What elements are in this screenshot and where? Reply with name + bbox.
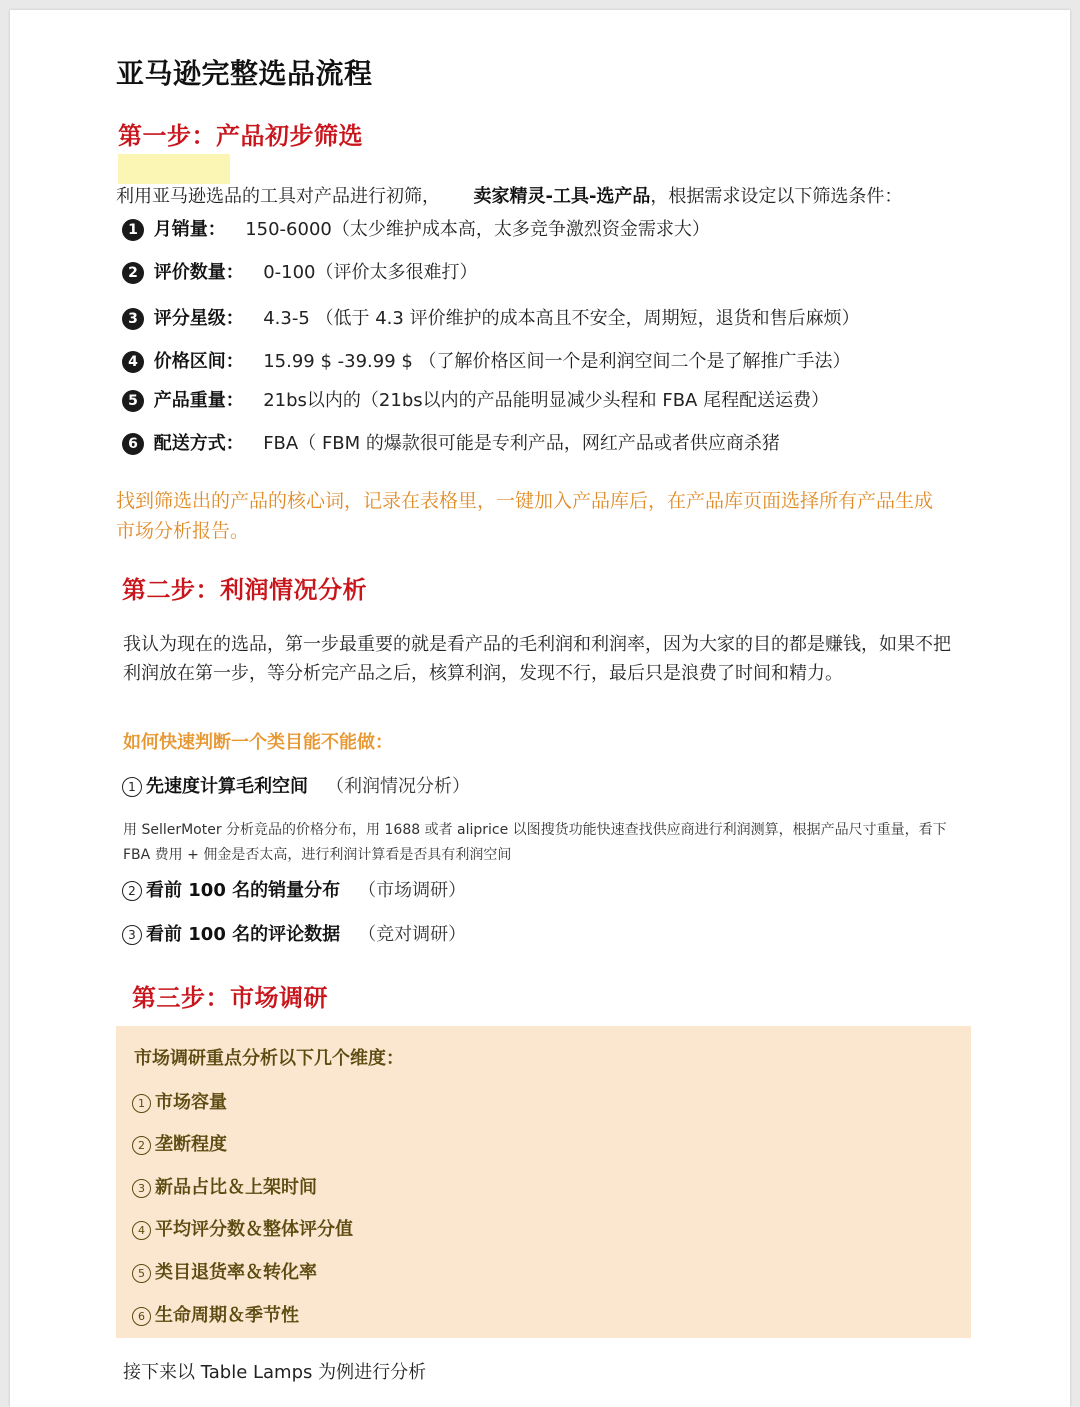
criterion-value: 4.3-5 （低于 4.3 评价维护的成本高且不安全，周期短，退货和售后麻烦） — [263, 308, 860, 329]
market-item-lifecycle — [132, 1301, 299, 1327]
criterion-price-range — [122, 347, 851, 373]
criterion-label: 月销量： — [153, 219, 226, 240]
market-item-ratings — [132, 1215, 353, 1241]
criterion-value: 15.99 $ -39.99 $ （了解价格区间一个是利润空间二个是了解推广手法） — [263, 351, 851, 372]
criterion-weight — [122, 386, 829, 412]
criterion-number: 1 — [122, 219, 144, 241]
market-item-new-products — [132, 1173, 317, 1199]
intro-prefix: 利用亚马逊选品的工具对产品进行初筛， — [116, 186, 440, 207]
closing-line: 接下来以 Table Lamps 为例进行分析 — [123, 1362, 427, 1383]
item-text: 平均评分数＆整体评分值 — [155, 1219, 353, 1240]
point-label: 先速度计算毛利空间 — [146, 776, 308, 797]
criterion-label: 价格区间： — [153, 351, 244, 372]
document-page — [10, 10, 1070, 1407]
criterion-label: 评分星级： — [153, 308, 244, 329]
criterion-number: 3 — [122, 308, 144, 330]
item-number: 2 — [132, 1136, 151, 1155]
criterion-label: 评价数量： — [153, 262, 244, 283]
step2-detail: 用 SellerMoter 分析竞品的价格分布，用 1688 或者 aliprice 以图搜货功能快速查找供应商进行利润测算，根据产品尺寸重量，看下 FBA 费用 + 佣金是否太高，进行利润计算看是否具有利润空间 — [123, 822, 947, 863]
step1-intro — [116, 182, 902, 208]
criterion-value: 150-6000（太少维护成本高，太多竞争激烈资金需求大） — [245, 219, 710, 240]
item-text: 新品占比＆上架时间 — [155, 1177, 317, 1198]
criterion-value: 21bs以内的（21bs以内的产品能明显减少头程和 FBA 尾程配送运费） — [263, 390, 830, 411]
point-note: （竞对调研） — [358, 924, 467, 945]
criterion-label: 产品重量： — [153, 390, 244, 411]
item-number: 6 — [132, 1307, 151, 1326]
criterion-number: 5 — [122, 390, 144, 412]
criterion-rating — [122, 304, 860, 330]
criterion-value: 0-100（评价太多很难打） — [263, 262, 478, 283]
criterion-review-count — [122, 258, 478, 284]
criterion-number: 4 — [122, 351, 144, 373]
market-item-capacity — [132, 1088, 227, 1114]
step1-note: 找到筛选出的产品的核心词，记录在表格里，一键加入产品库后，在产品库页面选择所有产品生成市场分析报告。 — [116, 490, 934, 542]
intro-suffix: ，根据需求设定以下筛选条件： — [650, 186, 903, 207]
point-label: 看前 100 名的销量分布 — [146, 880, 341, 901]
market-item-monopoly — [132, 1130, 227, 1156]
step2-paragraph: 我认为现在的选品，第一步最重要的就是看产品的毛利润和利润率，因为大家的目的都是赚钱，如果不把利润放在第一步，等分析完产品之后，核算利润，发现不行，最后只是浪费了时间和精力。 — [123, 634, 951, 684]
step3-heading: 第三步：市场调研 — [132, 984, 328, 1012]
item-text: 垄断程度 — [155, 1134, 227, 1155]
text-highlight — [118, 154, 230, 184]
item-number: 5 — [132, 1264, 151, 1283]
item-number: 4 — [132, 1221, 151, 1240]
market-box-title: 市场调研重点分析以下几个维度： — [134, 1048, 404, 1069]
point-number: 3 — [122, 925, 142, 945]
point-note: （市场调研） — [358, 880, 467, 901]
criterion-shipping — [122, 429, 780, 455]
step2-subheading: 如何快速判断一个类目能不能做： — [123, 732, 393, 753]
item-number: 1 — [132, 1094, 151, 1113]
criterion-value: FBA（ FBM 的爆款很可能是专利产品，网红产品或者供应商杀猪 — [263, 433, 780, 454]
criterion-number: 6 — [122, 433, 144, 455]
item-text: 市场容量 — [155, 1092, 227, 1113]
point-number: 2 — [122, 881, 142, 901]
step1-heading: 第一步：产品初步筛选 — [118, 122, 363, 150]
item-text: 类目退货率＆转化率 — [155, 1262, 317, 1283]
item-text: 生命周期＆季节性 — [155, 1305, 299, 1326]
criterion-number: 2 — [122, 262, 144, 284]
point-gross-margin — [122, 772, 470, 798]
criterion-monthly-sales — [122, 215, 710, 241]
document-title: 亚马逊完整选品流程 — [116, 57, 373, 90]
point-review-data — [122, 920, 466, 946]
criterion-label: 配送方式： — [153, 433, 244, 454]
point-note: （利润情况分析） — [326, 776, 470, 797]
point-label: 看前 100 名的评论数据 — [146, 924, 341, 945]
step2-heading: 第二步：利润情况分析 — [122, 576, 367, 604]
item-number: 3 — [132, 1179, 151, 1198]
market-item-return-rate — [132, 1258, 317, 1284]
point-sales-distribution — [122, 876, 466, 902]
intro-tool-path: 卖家精灵-工具-选产品 — [473, 186, 651, 207]
point-number: 1 — [122, 777, 142, 797]
